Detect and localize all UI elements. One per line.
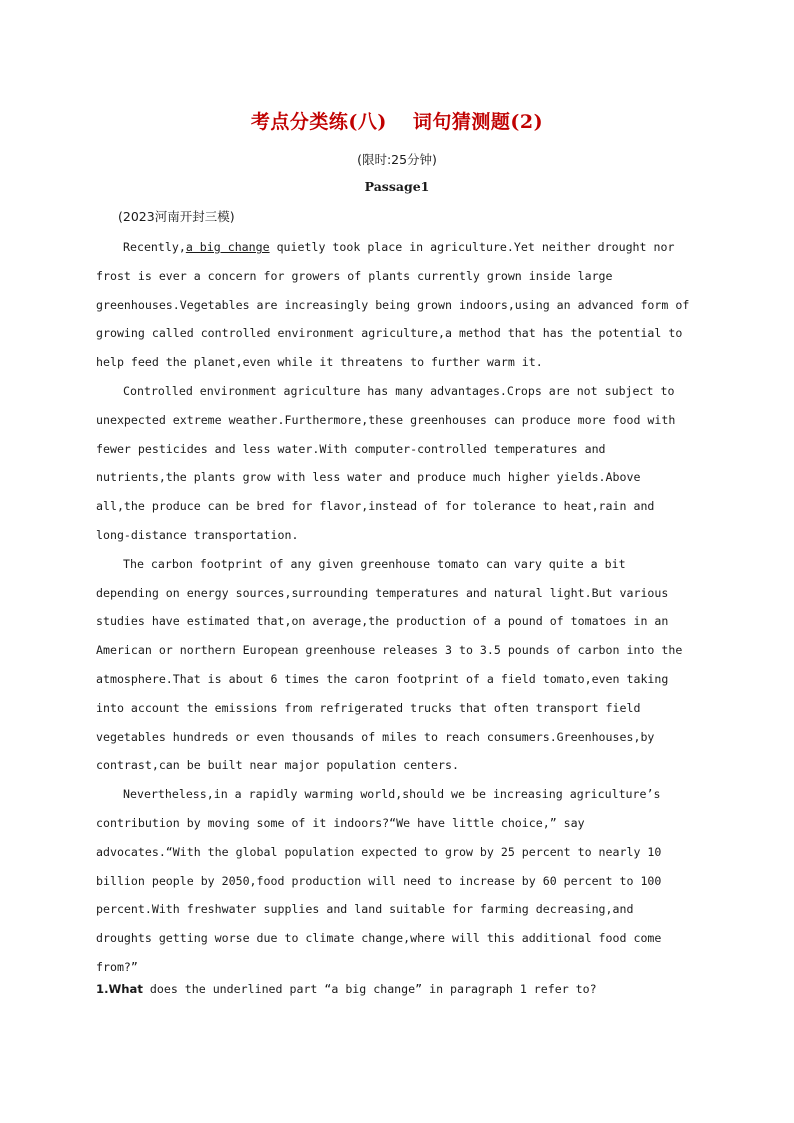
paragraph-1-line: Recently,a big change quietly took place in agriculture.Yet neither drought nor bbox=[123, 240, 675, 254]
paragraph-4-line: from?” bbox=[96, 959, 138, 974]
paragraph-3-line: contrast,can be built near major population centers. bbox=[96, 758, 459, 773]
paragraph-3-line: studies have estimated that,on average,the production of a pound of tomatoes in an bbox=[96, 614, 669, 629]
source-note: (2023河南开封三模) bbox=[118, 209, 235, 224]
paragraph-4-line: droughts getting worse due to climate change,where will this additional food come bbox=[96, 931, 662, 946]
paragraph-4-line: billion people by 2050,food production will need to increase by 60 percent to 100 bbox=[96, 873, 662, 888]
question-1 bbox=[96, 982, 597, 996]
passage-label: Passage1 bbox=[364, 179, 430, 194]
paragraph-4-line: Nevertheless,in a rapidly warming world,should we be increasing agriculture’s bbox=[123, 787, 661, 802]
paragraph-2-line: Controlled environment agriculture has many advantages.Crops are not subject to bbox=[123, 383, 675, 398]
paragraph-3-line: depending on energy sources,surrounding temperatures and natural light.But various bbox=[96, 585, 669, 600]
underlined-phrase: a big change bbox=[185, 240, 270, 254]
paragraph-1-line: help feed the planet,even while it threatens to further warm it. bbox=[96, 355, 543, 370]
paragraph-2-line: all,the produce can be bred for flavor,instead of for tolerance to heat,rain and bbox=[96, 499, 655, 514]
paragraph-1-line: frost is ever a concern for growers of plants currently grown inside large bbox=[96, 268, 613, 283]
paragraph-2-line: fewer pesticides and less water.With computer-controlled temperatures and bbox=[96, 441, 606, 456]
time-limit: (限时:25分钟) bbox=[357, 152, 437, 167]
title-part2: 词句猜测题(2) bbox=[412, 111, 544, 133]
paragraph-3-line: atmosphere.That is about 6 times the caron footprint of a field tomato,even taking bbox=[96, 671, 669, 686]
question-text: does the underlined part “a big change” in paragraph 1 refer to? bbox=[142, 982, 597, 996]
question-number: 1. bbox=[96, 982, 109, 996]
paragraph-3-line: The carbon footprint of any given greenhouse tomato can vary quite a bit bbox=[123, 556, 626, 571]
paragraph-3-line: vegetables hundreds or even thousands of miles to reach consumers.Greenhouses,by bbox=[96, 729, 655, 744]
paragraph-3-line: American or northern European greenhouse releases 3 to 3.5 pounds of carbon into the bbox=[96, 643, 683, 658]
paragraph-1-line: greenhouses.Vegetables are increasingly being grown indoors,using an advanced form of bbox=[96, 297, 690, 312]
paragraph-3-line: into account the emissions from refrigerated trucks that often transport field bbox=[96, 700, 641, 715]
paragraph-4-line: percent.With freshwater supplies and land suitable for farming decreasing,and bbox=[96, 902, 634, 917]
paragraph-1-line: growing called controlled environment agriculture,a method that has the potential to bbox=[96, 326, 683, 341]
paragraph-4-line: contribution by moving some of it indoors?“We have little choice,” say bbox=[96, 815, 585, 830]
paragraph-2-line: nutrients,the plants grow with less water and produce much higher yields.Above bbox=[96, 470, 641, 485]
paragraph-2-line: long-distance transportation. bbox=[96, 527, 299, 542]
title-part1: 考点分类练(八) bbox=[250, 111, 387, 133]
passage-body bbox=[96, 233, 696, 982]
page-title bbox=[0, 107, 794, 134]
paragraph-4-line: advocates.“With the global population expected to grow by 25 percent to nearly 10 bbox=[96, 844, 662, 859]
question-bold-word: What bbox=[108, 982, 143, 996]
paragraph-2-line: unexpected extreme weather.Furthermore,these greenhouses can produce more food with bbox=[96, 412, 676, 427]
